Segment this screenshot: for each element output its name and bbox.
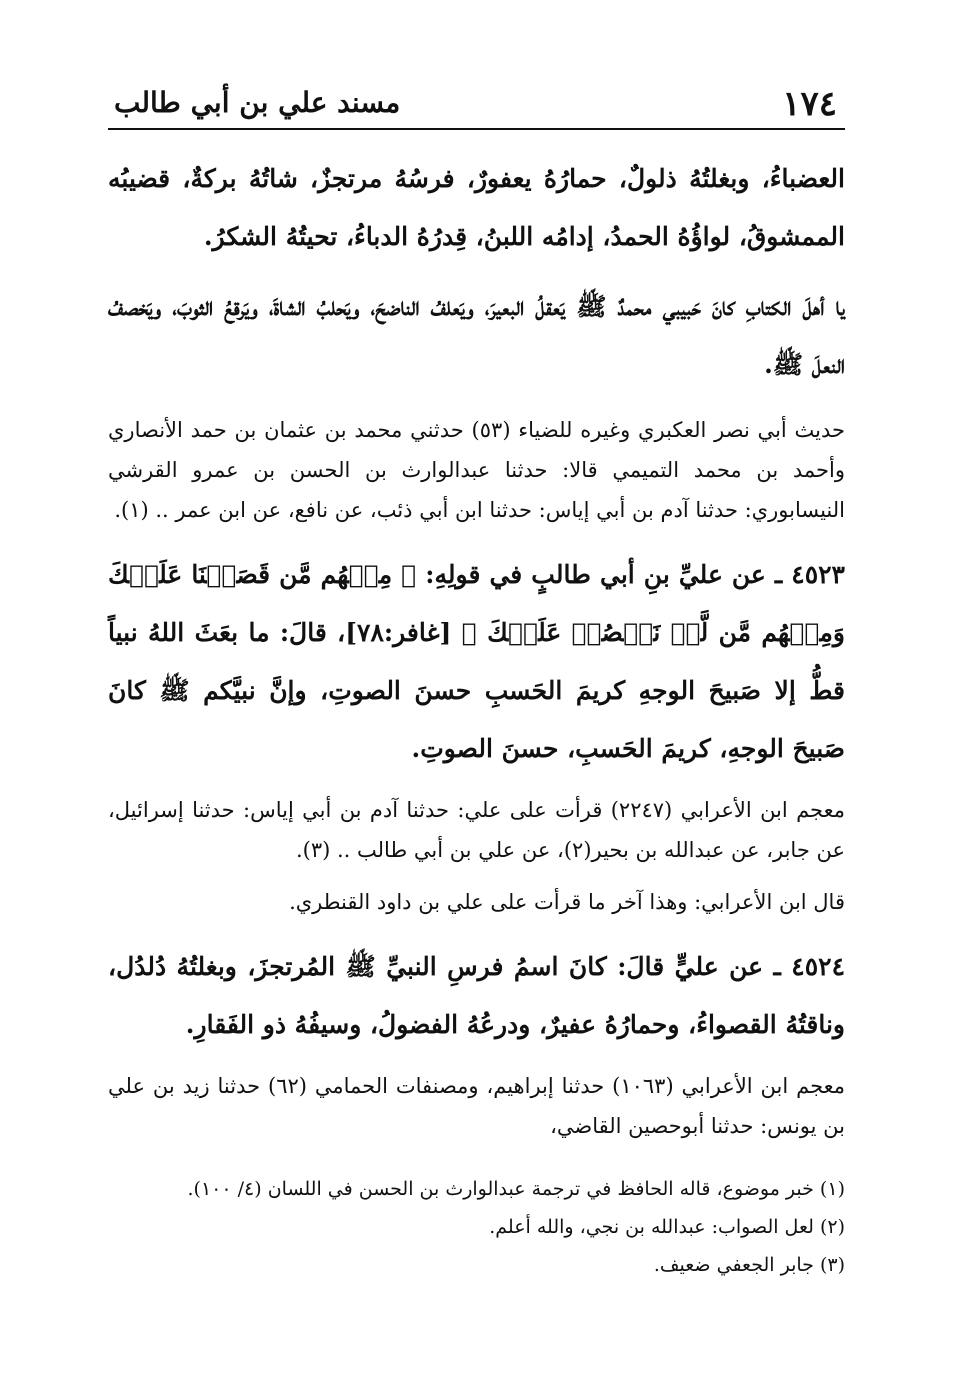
footnote-3: (٣) جابر الجعفي ضعيف. (653, 1254, 845, 1276)
footnote-2: (٢) لعل الصواب: عبدالله بن نجي، والله أعلم. (489, 1216, 845, 1238)
hadith-4523 (108, 546, 845, 778)
hadith-4523-lead: ٤٥٢٣ ـ عن عليِّ بنِ أبي طالبٍ في قولِهِ: (416, 560, 845, 589)
hadith-text-continued-2: يا أهلَ الكتابِ كانَ حَبيبي محمدٌ ﷺ يَعقلُ البعيرَ، ويَعلفُ الناضحَ، ويَحلبُ الشاةَ، ويَرقعُ الثوبَ، ويَخصفُ النعلَ ﷺ. (108, 292, 845, 379)
running-title: مسند علي بن أبي طالب (114, 86, 401, 119)
hadith-source-4522: حديث أبي نصر العكبري وغيره للضياء (٥٣) حدثني محمد بن عثمان بن حمد الأنصاري وأحمد بن محمد التميمي قالا: حدثنا عبدالوارث بن الحسن بن عمرو القرشي النيسابوري: حدثنا آدم بن أبي إياس: حدثنا ابن أبي ذئب، عن نافع، عن ابن عمر .. (١). (108, 418, 845, 522)
hadith-source-4523: معجم ابن الأعرابي (٢٢٤٧) قرأت على علي: حدثنا آدم بن أبي إياس: حدثنا إسرائيل، عن جابر، عن عبدالله بن بحير(٢)، عن علي بن أبي طالب .. (٣). (108, 798, 845, 862)
page-header (108, 80, 845, 130)
hadith-text-continued: العضباءُ، وبغلتُهُ ذلولٌ، حمارُهُ يعفورٌ، فرسُهُ مرتجزٌ، شاتُهُ بركةٌ، قضيبُه الممشوقُ، لواؤُهُ الحمدُ، إدامُه اللبنُ، قِدرُهُ الدباءُ، تحيتُهُ الشكرُ. (108, 164, 845, 251)
footnotes (108, 1170, 845, 1284)
footnote-1: (١) خبر موضوع، قاله الحافظ في ترجمة عبدالوارث بن الحسن في اللسان (٤/ ١٠٠). (187, 1178, 845, 1200)
hadith-source-4524: معجم ابن الأعرابي (١٠٦٣) حدثنا إبراهيم، ومصنفات الحمامي (٦٢) حدثنا زيد بن علي بن يونس: حدثنا أبوحصين القاضي، (108, 1074, 846, 1138)
quran-verse: ﴿ مِنۡهُم مَّن قَصَصۡنَا عَلَيۡكَ وَمِنۡهُم مَّن لَّمۡ نَقۡصُصۡ عَلَيۡكَ ﴾ (108, 560, 846, 647)
page-number: ١٧٤ (782, 84, 837, 124)
hadith-note-4523: قال ابن الأعرابي: وهذا آخر ما قرأت على علي بن داود القنطري. (289, 890, 845, 914)
hadith-4524: ٤٥٢٤ ـ عن عليٍّ قالَ: كانَ اسمُ فرسِ النبيِّ ﷺ المُرتجزَ، وبغلتُهُ دُلدُل، وناقتُهُ القصواءُ، وحمارُهُ عفيرٌ، ودرعُهُ الفضولُ، وسيفُهُ ذو الفَقارِ. (108, 952, 845, 1039)
hadith-4523-rest: [غافر:٧٨]، قالَ: ما بعَثَ اللهُ نبياً قطُّ إلا صَبيحَ الوجهِ كريمَ الحَسبِ حسنَ الصوتِ، وإنَّ نبيَّكم ﷺ كانَ صَبيحَ الوجهِ، كريمَ الحَسبِ، حسنَ الصوتِ. (108, 618, 845, 763)
page-body (108, 150, 845, 1146)
